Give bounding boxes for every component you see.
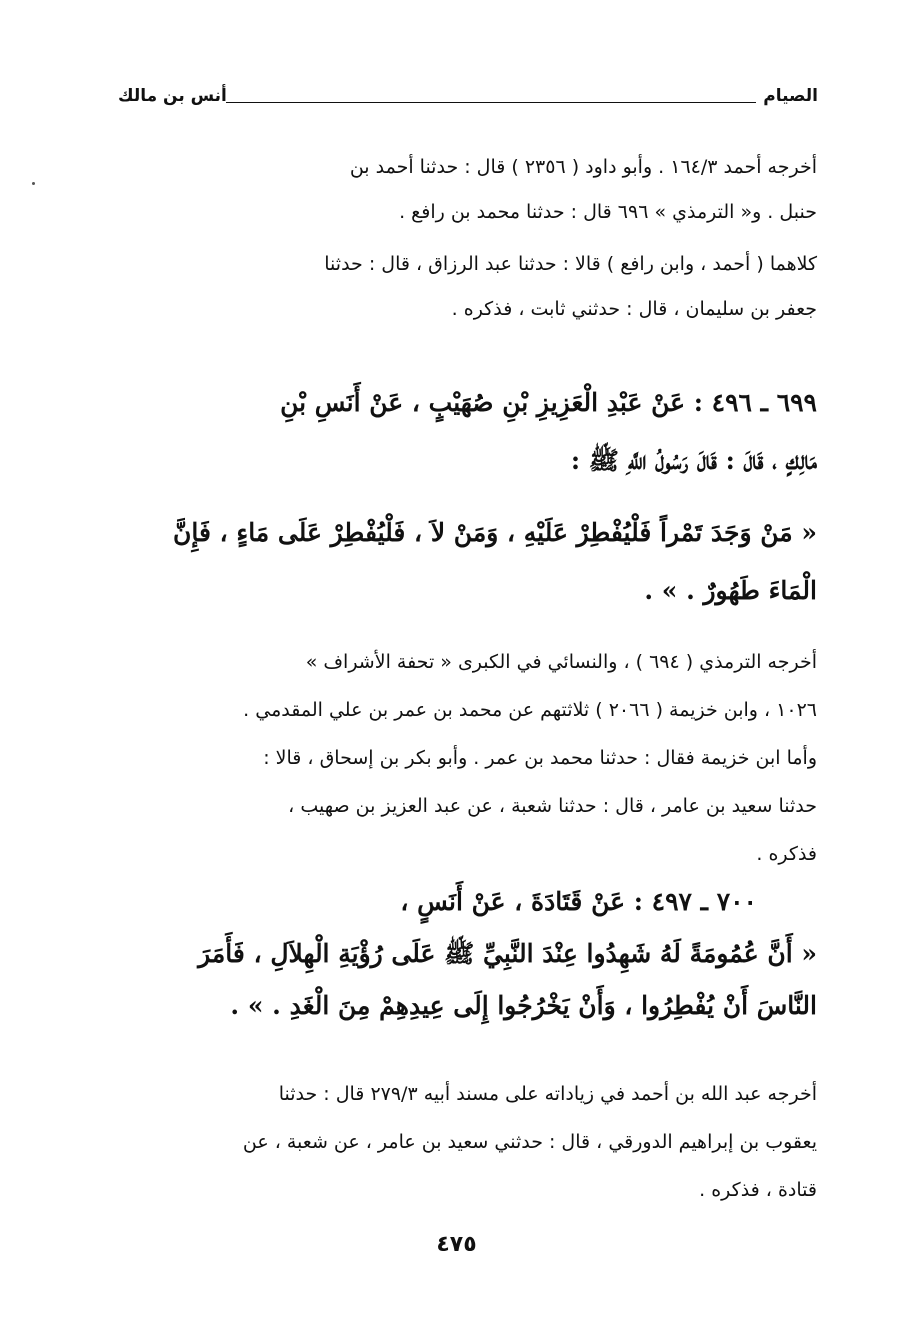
hadith-line: ٦٩٩ ـ ٤٩٦ : عَنْ عَبْدِ الْعَزِيزِ بْنِ صُهَيْبٍ ، عَنْ أَنَسِ بْنِ: [280, 388, 817, 417]
hadith-699: [117, 374, 817, 620]
footnote-line: قتادة ، فذكره .: [699, 1179, 817, 1201]
footnote-line: أخرجه عبد الله بن أحمد في زياداته على مسند أبيه ٢٧٩/٣ قال : حدثنا: [278, 1083, 817, 1105]
footnote-line: أخرجه أحمد ١٦٤/٣ . وأبو داود ( ٢٣٥٦ ) قال : حدثنا أحمد بن: [349, 156, 817, 178]
footnote-line: أخرجه الترمذي ( ٦٩٤ ) ، والنسائي في الكبرى « تحفة الأشراف »: [305, 651, 817, 673]
running-header: [118, 86, 818, 112]
footnote-3: [117, 638, 817, 878]
hadith-line: مَالِكٍ ، قَالَ : قَالَ رَسُولُ اللَّهِ ﷺ :: [570, 446, 817, 475]
hadith-line: « مَنْ وَجَدَ تَمْراً فَلْيُفْطِرْ عَلَيْهِ ، وَمَنْ لاَ ، فَلْيُفْطِرْ عَلَى مَاءٍ ، فَإِنَّ: [173, 518, 817, 547]
hadith-line: الْمَاءَ طَهُورٌ . » .: [644, 576, 817, 605]
hadith-line: « أَنَّ عُمُومَةً لَهُ شَهِدُوا عِنْدَ النَّبِيِّ ﷺ عَلَى رُؤْيَةِ الْهِلاَلِ ، فَأَمَرَ: [198, 939, 817, 968]
header-section-title: الصيام: [763, 86, 818, 106]
footnote-line: حنبل . و« الترمذي » ٦٩٦ قال : حدثنا محمد بن رافع .: [399, 201, 817, 223]
hadith-line: النَّاسَ أَنْ يُفْطِرُوا ، وَأَنْ يَخْرُجُوا إِلَى عِيدِهِمْ مِنَ الْغَدِ . » .: [230, 991, 817, 1020]
scan-speck: [32, 182, 35, 185]
page-number: ٤٧٥: [436, 1232, 477, 1257]
header-narrator: أنس بن مالك: [118, 86, 227, 106]
footnote-line: حدثنا سعيد بن عامر ، قال : حدثنا شعبة ، عن عبد العزيز بن صهيب ،: [288, 795, 817, 817]
header-rule: [226, 102, 756, 103]
footnote-line: فذكره .: [756, 843, 817, 865]
footnote-line: كلاهما ( أحمد ، وابن رافع ) قالا : حدثنا عبد الرزاق ، قال : حدثنا: [324, 253, 817, 275]
hadith-700: [117, 876, 817, 1032]
hadith-line: ٧٠٠ ـ ٤٩٧ : عَنْ قَتَادَةَ ، عَنْ أَنَسٍ ،: [400, 887, 757, 916]
footnote-1: [117, 145, 817, 235]
footnote-line: ١٠٢٦ ، وابن خزيمة ( ٢٠٦٦ ) ثلاثتهم عن محمد بن عمر بن علي المقدمي .: [243, 699, 817, 721]
footnote-line: جعفر بن سليمان ، قال : حدثني ثابت ، فذكره .: [451, 298, 817, 320]
footnote-line: يعقوب بن إبراهيم الدورقي ، قال : حدثني سعيد بن عامر ، عن شعبة ، عن: [242, 1131, 817, 1153]
footnote-line: وأما ابن خزيمة فقال : حدثنا محمد بن عمر . وأبو بكر بن إسحاق ، قالا :: [263, 747, 817, 769]
footnote-4: [117, 1070, 817, 1214]
footnote-2: [117, 242, 817, 332]
